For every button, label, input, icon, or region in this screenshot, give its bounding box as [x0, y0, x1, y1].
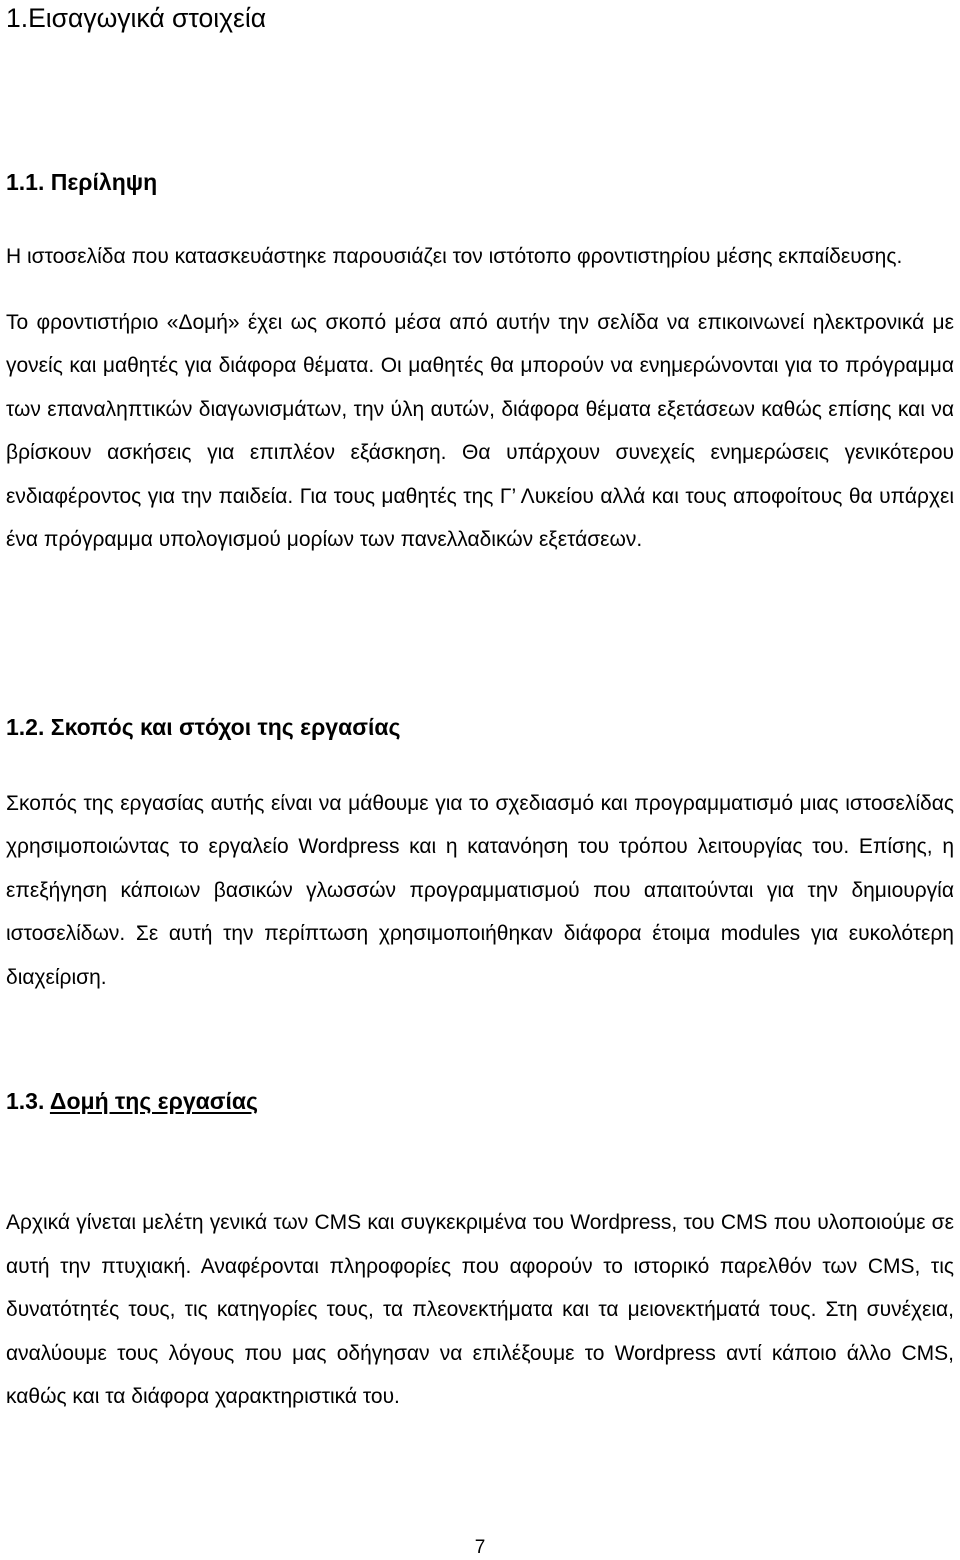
summary-paragraph-1: Η ιστοσελίδα που κατασκευάστηκε παρουσιάζει τον ιστότοπο φροντιστηρίου μέσης εκπαίδευσης.: [6, 245, 903, 268]
section-title: Σκοπός και στόχοι της εργασίας: [50, 714, 401, 740]
summary-paragraph-2: Το φροντιστήριο «Δομή» έχει ως σκοπό μέσα από αυτήν την σελίδα να επικοινωνεί ηλεκτρονικά με γονείς και μαθητές για διάφορα θέματα. Οι μαθητές θα μπορούν να ενημερώνονται για το πρόγραμμα των επαναληπτικών διαγωνισμάτων, την ύλη αυτών, διάφορα θέματα εξετάσεων καθώς επίσης και να βρίσκουν ασκήσεις για επιπλέον εξάσκηση. Θα υπάρχουν συνεχείς ενημερώσεις γενικότερου ενδιαφέροντος για την παιδεία. Για τους μαθητές της Γ’ Λυκείου αλλά και τους αποφοίτους θα υπάρχει ένα πρόγραμμα υπολογισμού μορίων των πανελλαδικών εξετάσεων.: [6, 311, 954, 552]
aims-paragraph: Σκοπός της εργασίας αυτής είναι να μάθουμε για το σχεδιασμό και προγραμματισμό μιας ιστοσελίδας χρησιμοποιώντας το εργαλείο Wordpress και η κατανόηση του τρόπου λειτουργίας του. Επίσης, η επεξήγηση κάποιων βασικών γλωσσών προγραμματισμού που απαιτούνται για την δημιουργία ιστοσελίδων. Σε αυτή την περίπτωση χρησιμοποιήθηκαν διάφορα έτοιμα modules για ευκολότερη διαχείριση.: [6, 792, 954, 989]
section-number: 1.2.: [6, 714, 45, 740]
section-heading-structure: [6, 1085, 954, 1117]
chapter-title: 1.Εισαγωγικά στοιχεία: [6, 3, 267, 33]
section-heading-summary: [6, 166, 954, 198]
section-title: Δομή της εργασίας: [49, 1088, 258, 1114]
section-title: Περίληψη: [50, 169, 158, 195]
section-number: 1.1.: [6, 169, 45, 195]
structure-paragraph: Αρχικά γίνεται μελέτη γενικά των CMS και συγκεκριμένα του Wordpress, του CMS που υλοποιούμε σε αυτή την πτυχιακή. Αναφέρονται πληροφορίες που αφορούν το ιστορικό παρελθόν των CMS, τις δυνατότητές τους, τις κατηγορίες τους, τα πλεονεκτήματα και τα μειονεκτήματά τους. Στη συνέχεια, αναλύουμε τους λόγους που μας οδήγησαν να επιλέξουμε το Wordpress αντί κάποιο άλλο CMS, καθώς και τα διάφορα χαρακτηριστικά του.: [6, 1211, 954, 1409]
section-number: 1.3.: [6, 1088, 45, 1114]
section-heading-aims: [6, 711, 954, 743]
page-number: 7: [474, 1537, 486, 1558]
